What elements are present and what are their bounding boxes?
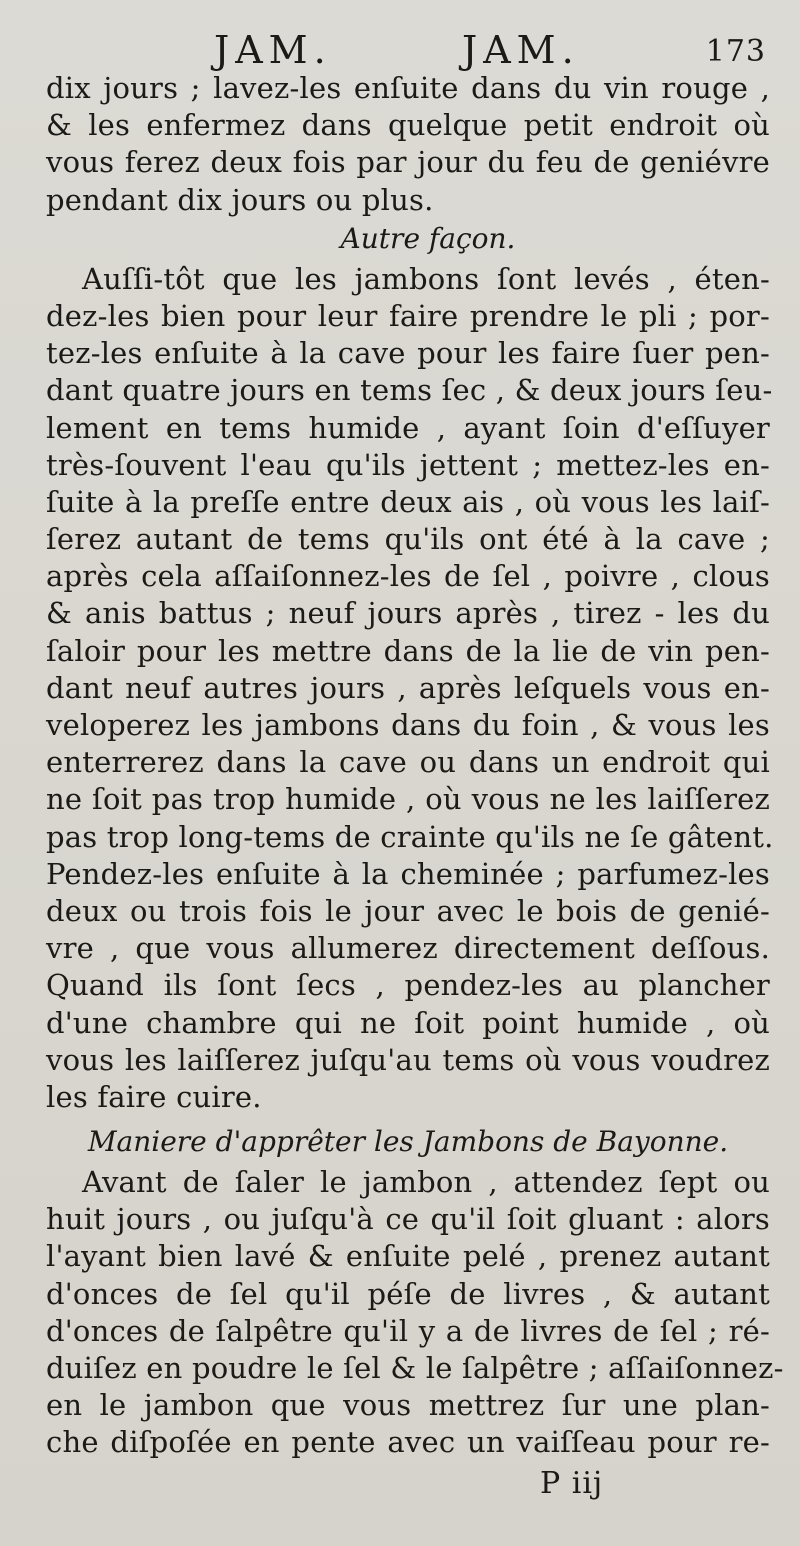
- running-head-right: JAM.: [462, 28, 580, 72]
- text-line: ſerez autant de tems qu'ils ont été à la cave ;: [46, 522, 770, 557]
- text-line: dix jours ; lavez-les enſuite dans du vin rouge ,: [46, 71, 770, 105]
- text-line: en le jambon que vous mettrez ſur une plan-: [46, 1388, 770, 1423]
- running-head: [46, 28, 770, 70]
- text-line: l'ayant bien lavé & enſuite pelé , prenez autant: [46, 1239, 770, 1274]
- text-line: ne ſoit pas trop humide , où vous ne les laiſſerez: [46, 782, 770, 817]
- text-line: lement en tems humide , ayant ſoin d'eſſuyer: [46, 410, 770, 445]
- text-line: les faire cuire.: [46, 1079, 262, 1114]
- section-heading-jambons-de-bayonne: Maniere d'apprêter les Jambons de Bayonne.: [87, 1125, 729, 1159]
- text-line: duiſez en poudre le ſel & le ſalpêtre ; aſſaiſonnez-: [46, 1351, 784, 1385]
- text-line: & les enfermez dans quelque petit endroit où: [46, 108, 770, 143]
- text-line: enterrerez dans la cave ou dans un endroit qui: [46, 745, 770, 780]
- text-line: Pendez-les enſuite à la cheminée ; parfumez-les: [46, 856, 770, 891]
- text-line: vous ferez deux fois par jour du feu de geniévre: [46, 145, 770, 180]
- paragraph-continued: [46, 70, 770, 219]
- text-line: veloperez les jambons dans du foin , & vous les: [46, 708, 770, 742]
- text-line: tez-les enſuite à la cave pour les faire ſuer pen-: [46, 336, 770, 371]
- text-line: vous les laiſſerez juſqu'au tems où vous voudrez: [46, 1042, 770, 1077]
- text-line: Quand ils ſont ſecs , pendez-les au plancher: [46, 968, 770, 1003]
- text-line: pendant dix jours ou plus.: [46, 182, 434, 217]
- text-line: che diſpoſée en pente avec un vaiſſeau pour re-: [46, 1425, 770, 1460]
- text-line: d'onces de ſalpêtre qu'il y a de livres de ſel ; ré-: [46, 1313, 770, 1348]
- text-line: Avant de ſaler le jambon , attendez ſept ou: [82, 1165, 770, 1200]
- text-line: pas trop long-tems de crainte qu'ils ne ſe gâtent.: [46, 819, 774, 854]
- text-line: après cela aſſaiſonnez-les de ſel , poivre , clous: [46, 559, 770, 594]
- text-line: d'une chambre qui ne ſoit point humide , où: [46, 1005, 770, 1040]
- text-line: ſaloir pour les mettre dans de la lie de vin pen-: [46, 633, 770, 668]
- text-line: deux ou trois fois le jour avec le bois de genié-: [46, 893, 770, 928]
- signature-mark: P iij: [540, 1466, 604, 1501]
- text-line: vre , que vous allumerez directement deſſous.: [46, 931, 770, 966]
- text-line: ſuite à la preſſe entre deux ais , où vous les laiſ-: [46, 484, 770, 519]
- text-line: huit jours , ou juſqu'à ce qu'il ſoit gluant : alors: [46, 1202, 770, 1237]
- text-line: Auſſi-tôt que les jambons ſont levés , éten-: [82, 261, 770, 296]
- text-line: dez-les bien pour leur faire prendre le pli ; por-: [46, 298, 770, 333]
- text-line: très-ſouvent l'eau qu'ils jettent ; mettez-les en-: [46, 447, 770, 482]
- text-line: d'onces de ſel qu'il péſe de livres , & autant: [46, 1276, 770, 1311]
- text-line: dant quatre jours en tems ſec , & deux jours ſeu-: [46, 373, 773, 408]
- page-number: 173: [705, 34, 766, 69]
- running-head-left: JAM.: [214, 28, 332, 72]
- paragraph-autre-facon: [46, 261, 774, 1116]
- text-line: dant neuf autres jours , après leſquels vous en-: [46, 670, 770, 705]
- text-line: & anis battus ; neuf jours après , tirez - les du: [46, 596, 770, 631]
- paragraph-jambons-de-bayonne: [46, 1164, 784, 1462]
- section-heading-autre-facon: Autre façon.: [340, 221, 516, 255]
